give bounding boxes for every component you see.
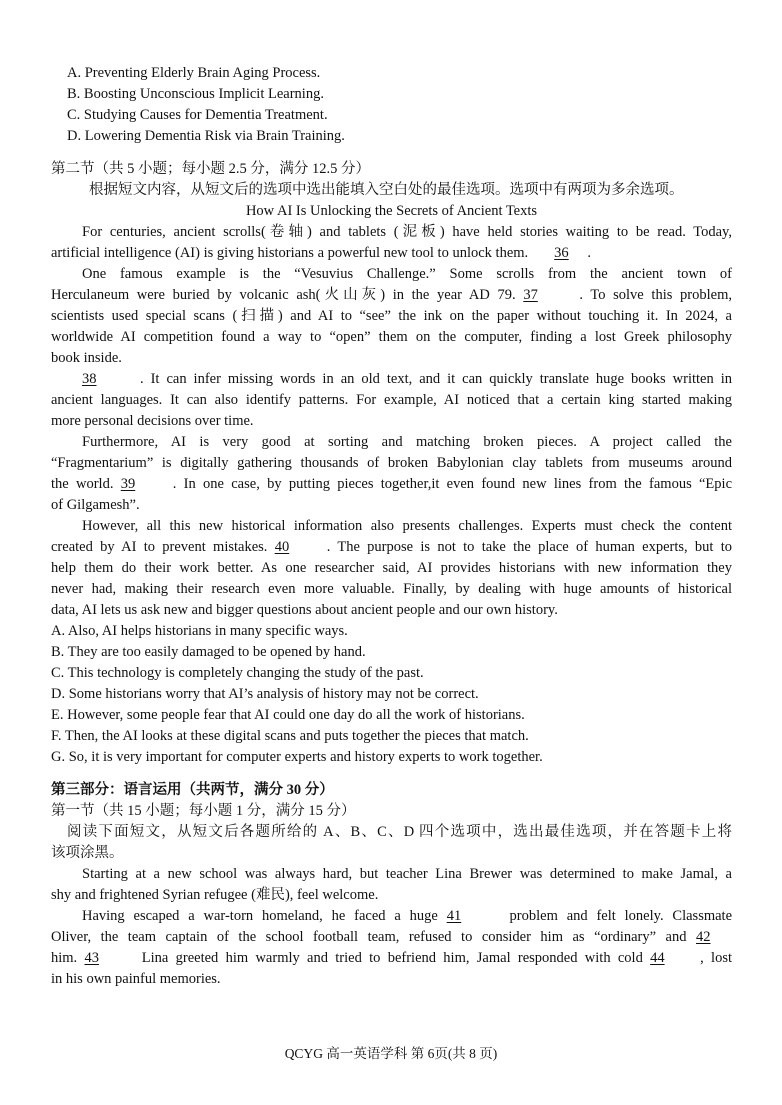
- blank-36[interactable]: 36: [554, 245, 569, 261]
- option-c: C. Studying Causes for Dementia Treatment.: [67, 107, 328, 123]
- para1-line2: artificial intelligence (AI) is giving historians a powerful new tool to unlock them. 36 .: [51, 243, 732, 264]
- para2-line1: One famous example is the “Vesuvius Challenge.” Some scrolls from the ancient town of: [82, 266, 732, 282]
- para2-line4: worldwide AI competition found a way to “open” them on the computer, finding a lost Greek philosophy: [51, 329, 732, 345]
- para2-line3: scientists used special scans (扫描) and AI to “see” the ink on the paper without touching it. In 2024, a: [51, 308, 732, 324]
- q35-options: [51, 63, 732, 147]
- para5-line5: data, AI lets us ask new and bigger questions about ancient people and our own history.: [51, 602, 558, 618]
- choice-b: B. They are too easily damaged to be opened by hand.: [51, 644, 366, 660]
- cloze-para1-line2: shy and frightened Syrian refugee (难民), feel welcome.: [51, 887, 379, 903]
- para4-line1: Furthermore, AI is very good at sorting and matching broken pieces. A project called the: [82, 434, 732, 450]
- cloze-para1-line1: Starting at a new school was always hard, but teacher Lina Brewer was determined to make Jamal, a: [82, 866, 732, 882]
- choice-e: E. However, some people fear that AI could one day do all the work of historians.: [51, 707, 525, 723]
- para2-line5: book inside.: [51, 350, 122, 366]
- para3-line3: more personal decisions over time.: [51, 413, 254, 429]
- section2-heading: 第二节（共 5 小题；每小题 2.5 分，满分 12.5 分）: [51, 161, 370, 177]
- passage-title: How AI Is Unlocking the Secrets of Ancient Texts: [245, 203, 538, 219]
- cloze-para2-line4: in his own painful memories.: [51, 971, 221, 987]
- part3-instruction-line1: 阅读下面短文，从短文后各题所给的 A、B、C、D 四个选项中，选出最佳选项，并在答题卡上将: [67, 824, 732, 840]
- option-a: A. Preventing Elderly Brain Aging Process.: [67, 65, 321, 81]
- blank-40[interactable]: 40: [274, 539, 290, 555]
- para4-line3: the world. 39 . In one case, by putting pieces together,it even found new lines from the famous “Epic: [51, 474, 732, 495]
- para5-line2: created by AI to prevent mistakes. 40 . The purpose is not to take the place of human experts, but to: [51, 537, 732, 558]
- para3-line1: 38 . It can infer missing words in an old text, and it can quickly translate huge books written in: [51, 369, 732, 390]
- cloze-para2-line3: him. 43 Lina greeted him warmly and tried to befriend him, Jamal responded with cold 44 , lost: [51, 948, 732, 969]
- para1-line1: For centuries, ancient scrolls(卷轴) and tablets (泥板) have held stories waiting to be read. Today,: [82, 224, 732, 240]
- section2-options: [51, 621, 732, 768]
- choice-f: F. Then, the AI looks at these digital scans and puts together the pieces that match.: [51, 728, 529, 744]
- blank-42[interactable]: 42: [696, 929, 711, 945]
- choice-c: C. This technology is completely changing the study of the past.: [51, 665, 424, 681]
- part3-sub-heading: 第一节（共 15 小题；每小题 1 分，满分 15 分）: [51, 803, 356, 819]
- blank-39[interactable]: 39: [120, 476, 136, 492]
- choice-g: G. So, it is very important for computer experts and history experts to work together.: [51, 749, 543, 765]
- cloze-para2-line2: Oliver, the team captain of the school football team, refused to consider him as “ordinary” and 42: [51, 927, 732, 948]
- para5-line1: However, all this new historical information also presents challenges. Experts must check the content: [82, 518, 732, 534]
- page-footer: QCYG 高一英语学科 第 6页(共 8 页): [284, 1046, 498, 1061]
- part3-heading: 第三部分：语言运用（共两节，满分 30 分）: [51, 782, 334, 798]
- section2-instruction: 根据短文内容，从短文后的选项中选出能填入空白处的最佳选项。选项中有两项为多余选项。: [89, 182, 684, 198]
- blank-41[interactable]: 41: [446, 908, 462, 924]
- blank-37[interactable]: 37: [523, 287, 538, 303]
- blank-38[interactable]: 38: [82, 371, 97, 387]
- choice-d: D. Some historians worry that AI’s analysis of history may not be correct.: [51, 686, 479, 702]
- para2-line2: Herculaneum were buried by volcanic ash(火山灰) in the year AD 79. 37 . To solve this problem,: [51, 285, 732, 306]
- para5-line4: never had, making their research even more valuable. Finally, by dealing with huge amounts of historical: [51, 581, 732, 597]
- para5-line3: help them do their work better. As one researcher said, AI provides historians with new information they: [51, 560, 732, 576]
- part3-instruction-line2: 该项涂黑。: [51, 845, 124, 861]
- exam-page: [51, 63, 732, 990]
- para4-line4: of Gilgamesh”.: [51, 497, 140, 513]
- option-d: D. Lowering Dementia Risk via Brain Training.: [67, 128, 345, 144]
- para4-line2: “Fragmentarium” is digitally gathering thousands of broken Babylonian clay tablets from museums around: [51, 455, 732, 471]
- para3-line2: ancient languages. It can also identify patterns. For example, AI noticed that a certain king started making: [51, 392, 732, 408]
- blank-44[interactable]: 44: [650, 950, 665, 966]
- blank-43[interactable]: 43: [84, 950, 99, 966]
- choice-a: A. Also, AI helps historians in many specific ways.: [51, 623, 348, 639]
- option-b: B. Boosting Unconscious Implicit Learning.: [67, 86, 324, 102]
- cloze-para2-line1: Having escaped a war-torn homeland, he faced a huge 41 problem and felt lonely. Classmate: [51, 906, 732, 927]
